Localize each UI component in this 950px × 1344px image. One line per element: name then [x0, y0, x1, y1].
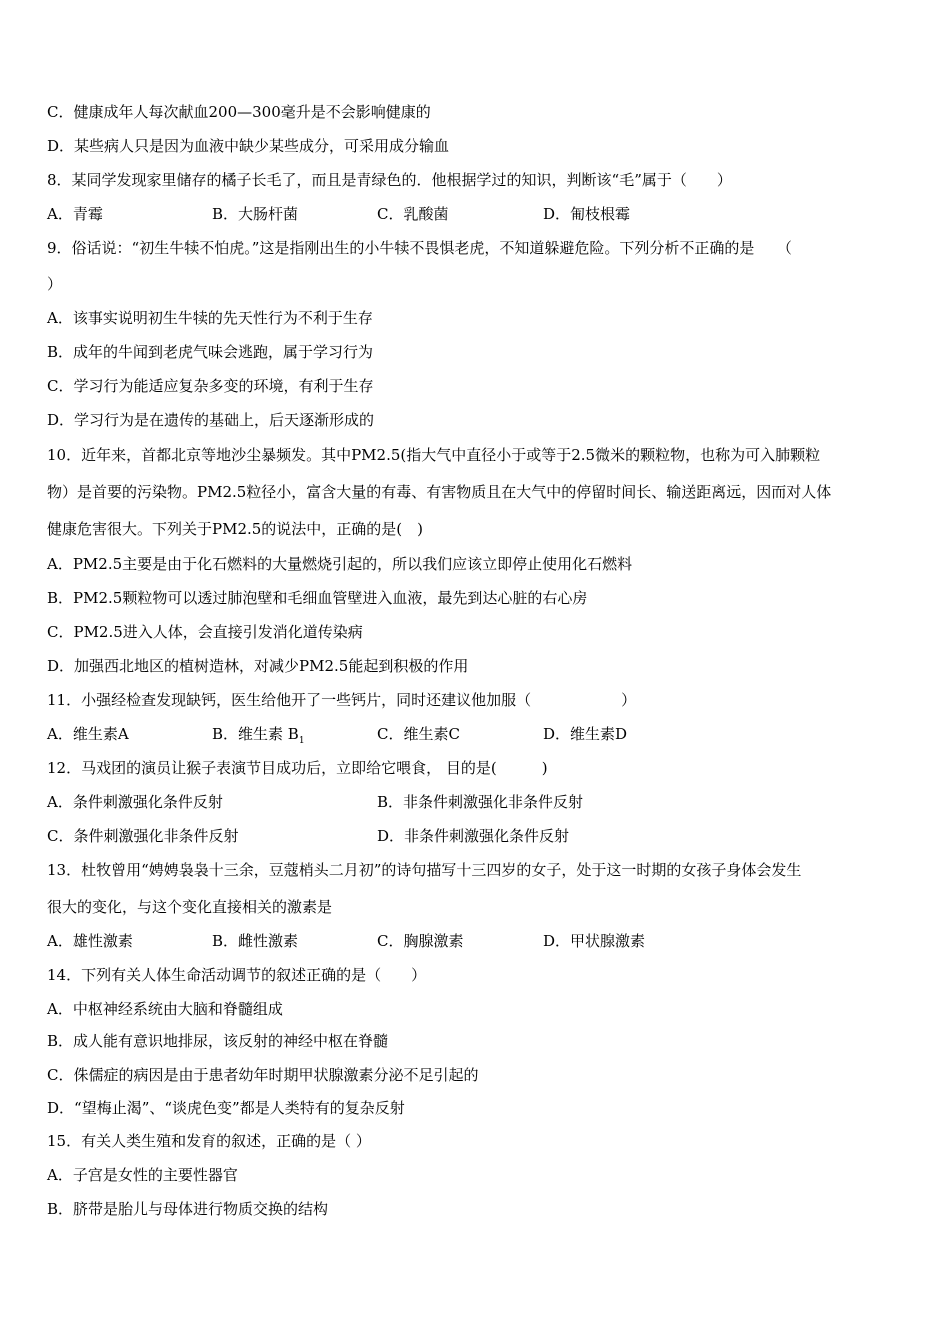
q13-option: B．雌性激素 — [212, 932, 299, 950]
q13-option: C．胸腺激素 — [377, 932, 464, 950]
q15-option: B．脐带是胎儿与母体进行物质交换的结构 — [47, 1200, 329, 1218]
q8-option: D．匍枝根霉 — [543, 205, 631, 223]
q8-stem: 8．某同学发现家里储存的橘子长毛了，而且是青绿色的．他根据学过的知识，判断该“毛”属于（ ） — [47, 171, 732, 189]
q9-stem: 9．俗话说：“初生牛犊不怕虎。”这是指刚出生的小牛犊不畏惧老虎，不知道躲避危险。下列分析不正确的是 （ — [47, 239, 792, 257]
q9-option: D．学习行为是在遗传的基础上，后天逐渐形成的 — [47, 411, 375, 429]
q9-stem-cont: ） — [47, 275, 63, 293]
q11-stem: 11．小强经检查发现缺钙，医生给他开了一些钙片，同时还建议他加服（ ） — [47, 691, 637, 709]
q12-option: D．非条件刺激强化条件反射 — [377, 827, 570, 845]
q15-stem: 15．有关人类生殖和发育的叙述，正确的是（ ） — [47, 1132, 371, 1150]
q14-stem: 14．下列有关人体生命活动调节的叙述正确的是（ ） — [47, 966, 427, 984]
q13-option: A．雄性激素 — [47, 932, 133, 950]
q7-option-d: D．某些病人只是因为血液中缺少某些成分，可采用成分输血 — [47, 137, 450, 155]
q9-option: C．学习行为能适应复杂多变的环境，有利于生存 — [47, 377, 374, 395]
q14-option: A．中枢神经系统由大脑和脊髓组成 — [47, 1000, 283, 1018]
q10-stem-cont: 物）是首要的污染物。PM2.5粒径小，富含大量的有毒、有害物质且在大气中的停留时间长、输送距离远，因而对人体 — [47, 483, 832, 501]
q14-option: B．成人能有意识地排尿，该反射的神经中枢在脊髓 — [47, 1032, 389, 1050]
q13-stem-cont: 很大的变化，与这个变化直接相关的激素是 — [47, 898, 333, 916]
q10-option: A．PM2.5主要是由于化石燃料的大量燃烧引起的，所以我们应该立即停止使用化石燃料 — [47, 555, 633, 573]
q12-option: C．条件刺激强化非条件反射 — [47, 827, 239, 845]
q8-option: B．大肠杆菌 — [212, 205, 299, 223]
q13-option: D．甲状腺激素 — [543, 932, 646, 950]
q10-option: B．PM2.5颗粒物可以透过肺泡壁和毛细血管壁进入血液，最先到达心脏的右心房 — [47, 589, 588, 607]
q13-stem: 13．杜牧曾用“娉娉袅袅十三余，豆蔻梢头二月初”的诗句描写十三四岁的女子，处于这一时期的女孩子身体会发生 — [47, 861, 802, 879]
q10-option: C．PM2.5进入人体，会直接引发消化道传染病 — [47, 623, 363, 641]
q11-option-text: B．维生素 B — [212, 725, 299, 743]
q11-option: A．维生素A — [47, 725, 129, 743]
q8-option: A．青霉 — [47, 205, 103, 223]
q10-option: D．加强西北地区的植树造林，对减少PM2.5能起到积极的作用 — [47, 657, 469, 675]
q9-option: A．该事实说明初生牛犊的先天性行为不利于生存 — [47, 309, 373, 327]
q14-option: C．侏儒症的病因是由于患者幼年时期甲状腺激素分泌不足引起的 — [47, 1066, 479, 1084]
q8-option: C．乳酸菌 — [377, 205, 449, 223]
q12-option: B．非条件刺激强化非条件反射 — [377, 793, 584, 811]
subscript: 1 — [298, 736, 305, 746]
q14-option: D．“望梅止渴”、“谈虎色变”都是人类特有的复杂反射 — [47, 1099, 405, 1117]
q12-option: A．条件刺激强化条件反射 — [47, 793, 223, 811]
q10-stem: 10．近年来，首都北京等地沙尘暴频发。其中PM2.5(指大气中直径小于或等于2.5微米的颗粒物，也称为可入肺颗粒 — [47, 446, 821, 464]
q7-option-c: C．健康成年人每次献血200—300毫升是不会影响健康的 — [47, 103, 431, 121]
q10-stem-cont: 健康危害很大。下列关于PM2.5的说法中，正确的是( ) — [47, 520, 424, 538]
q15-option: A．子宫是女性的主要性器官 — [47, 1166, 238, 1184]
q11-option — [212, 724, 305, 751]
q12-stem: 12．马戏团的演员让猴子表演节目成功后，立即给它喂食， 目的是( ) — [47, 759, 548, 777]
q11-option: C．维生素C — [377, 725, 460, 743]
q9-option: B．成年的牛闻到老虎气味会逃跑，属于学习行为 — [47, 343, 374, 361]
q11-option: D．维生素D — [543, 725, 628, 743]
